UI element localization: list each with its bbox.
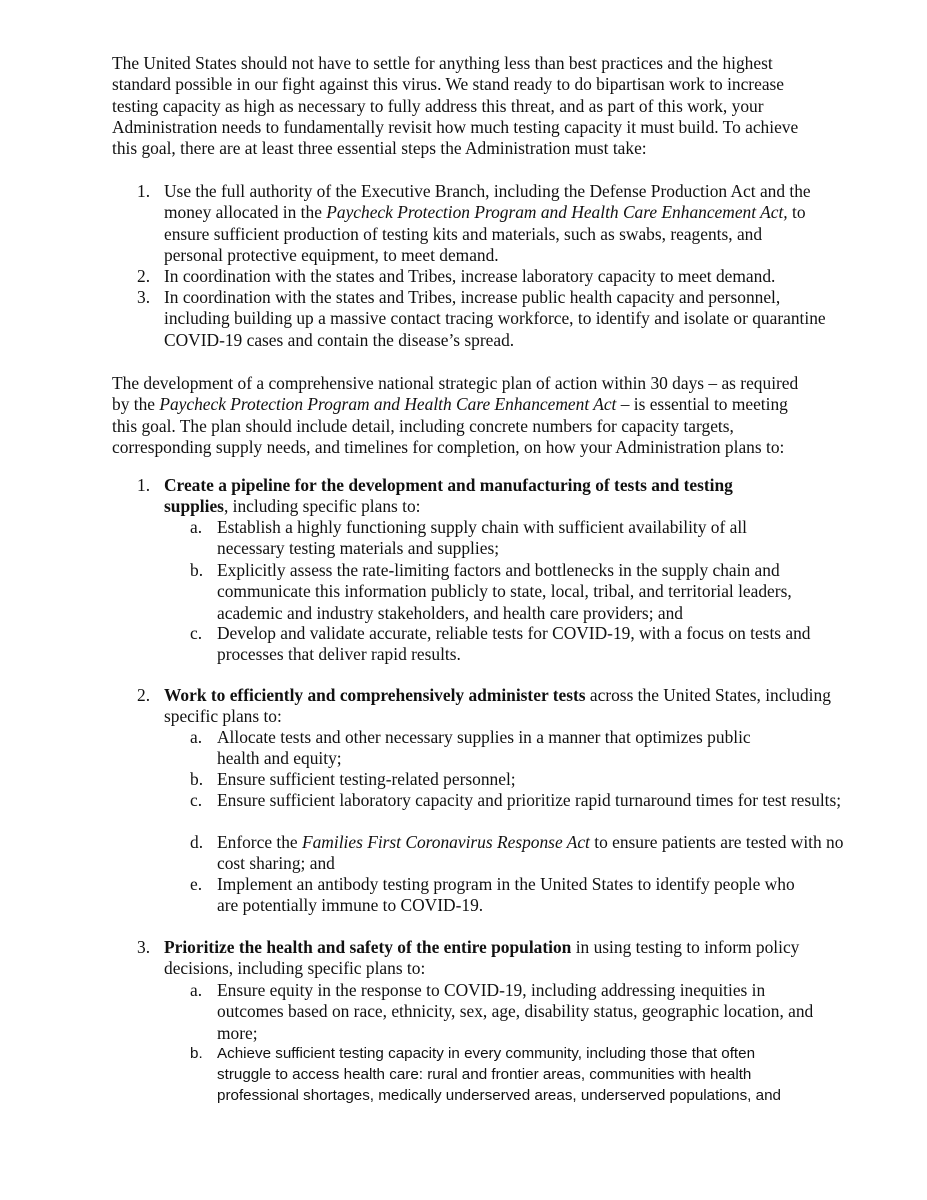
step-item: In coordination with the states and Tribes, increase laboratory capacity to meet demand. <box>164 266 776 286</box>
sub-letter: b. <box>190 1045 203 1062</box>
plan-item: Work to efficiently and comprehensively administer tests across the United States, including specific plans to: <box>164 685 831 727</box>
sub-item: Establish a highly functioning supply chain with sufficient availability of all necessary testing materials and supplies; <box>217 517 747 559</box>
sub-item: Explicitly assess the rate-limiting factors and bottlenecks in the supply chain and communicate this information publicly to state, local, tribal, and territorial leaders, academic and industry stakeholders, and health care providers; and <box>217 560 792 623</box>
sub-item: Develop and validate accurate, reliable tests for COVID-19, with a focus on tests and processes that deliver rapid results. <box>217 623 811 665</box>
sub-item: Allocate tests and other necessary supplies in a manner that optimizes public health and equity; <box>217 727 751 769</box>
plan-item-number: 3. <box>137 937 151 957</box>
sub-item: Enforce the Families First Coronavirus Response Act to ensure patients are tested with no cost sharing; and <box>217 832 844 874</box>
sub-item: Implement an antibody testing program in the United States to identify people who are potentially immune to COVID-19. <box>217 874 795 916</box>
sub-item: Ensure sufficient testing-related personnel; <box>217 769 516 789</box>
step-item: In coordination with the states and Tribes, increase public health capacity and personnel, including building up a massive contact tracing workforce, to identify and isolate or quarantine COVID-19 cases and contain the disease’s spread. <box>164 287 826 350</box>
step-number: 1. <box>137 181 151 201</box>
plan-item: Prioritize the health and safety of the entire population in using testing to inform policy decisions, including specific plans to: <box>164 937 800 979</box>
sub-letter: c. <box>190 623 203 643</box>
sub-letter: a. <box>190 727 203 747</box>
plan-item-number: 2. <box>137 685 151 705</box>
plan-item-number: 1. <box>137 475 151 495</box>
step-number: 3. <box>137 287 151 307</box>
sub-letter: a. <box>190 517 203 537</box>
sub-letter: a. <box>190 980 203 1000</box>
sub-letter: d. <box>190 832 204 852</box>
sub-item: Achieve sufficient testing capacity in every community, including those that often struggle to access health care: rural and frontier areas, communities with health professional shortages, medically underserved areas, underserved populations, and <box>217 1045 781 1105</box>
intro-paragraph: The United States should not have to settle for anything less than best practices and the highest standard possible in our fight against this virus. We stand ready to do bipartisan work to increase testing capacity as high as necessary to fully address this threat, and as part of this work, your Administration needs to fundamentally revisit how much testing capacity it must build. To achieve this goal, there are at least three essential steps the Administration must take: <box>112 53 799 159</box>
sub-item: Ensure sufficient laboratory capacity and prioritize rapid turnaround times for test results; <box>217 790 842 810</box>
step-item: Use the full authority of the Executive Branch, including the Defense Production Act and the money allocated in the Paycheck Protection Program and Health Care Enhancement Act, to ensure sufficient production of testing kits and materials, such as swabs, reagents, and personal protective equipment, to meet demand. <box>164 181 811 265</box>
sub-letter: b. <box>190 769 204 789</box>
plan-intro-paragraph: The development of a comprehensive national strategic plan of action within 30 days – as required by the Paycheck Protection Program and Health Care Enhancement Act – is essential to meeting this goal. The plan should include detail, including concrete numbers for capacity targets, corresponding supply needs, and timelines for completion, on how your Administration plans to: <box>112 373 799 457</box>
sub-letter: c. <box>190 790 203 810</box>
plan-item: Create a pipeline for the development and manufacturing of tests and testing supplies, including specific plans to: <box>164 475 733 517</box>
sub-letter: b. <box>190 560 204 580</box>
step-number: 2. <box>137 266 151 286</box>
sub-letter: e. <box>190 874 203 894</box>
sub-item: Ensure equity in the response to COVID-19, including addressing inequities in outcomes based on race, ethnicity, sex, age, disability status, geographic location, and more; <box>217 980 814 1043</box>
